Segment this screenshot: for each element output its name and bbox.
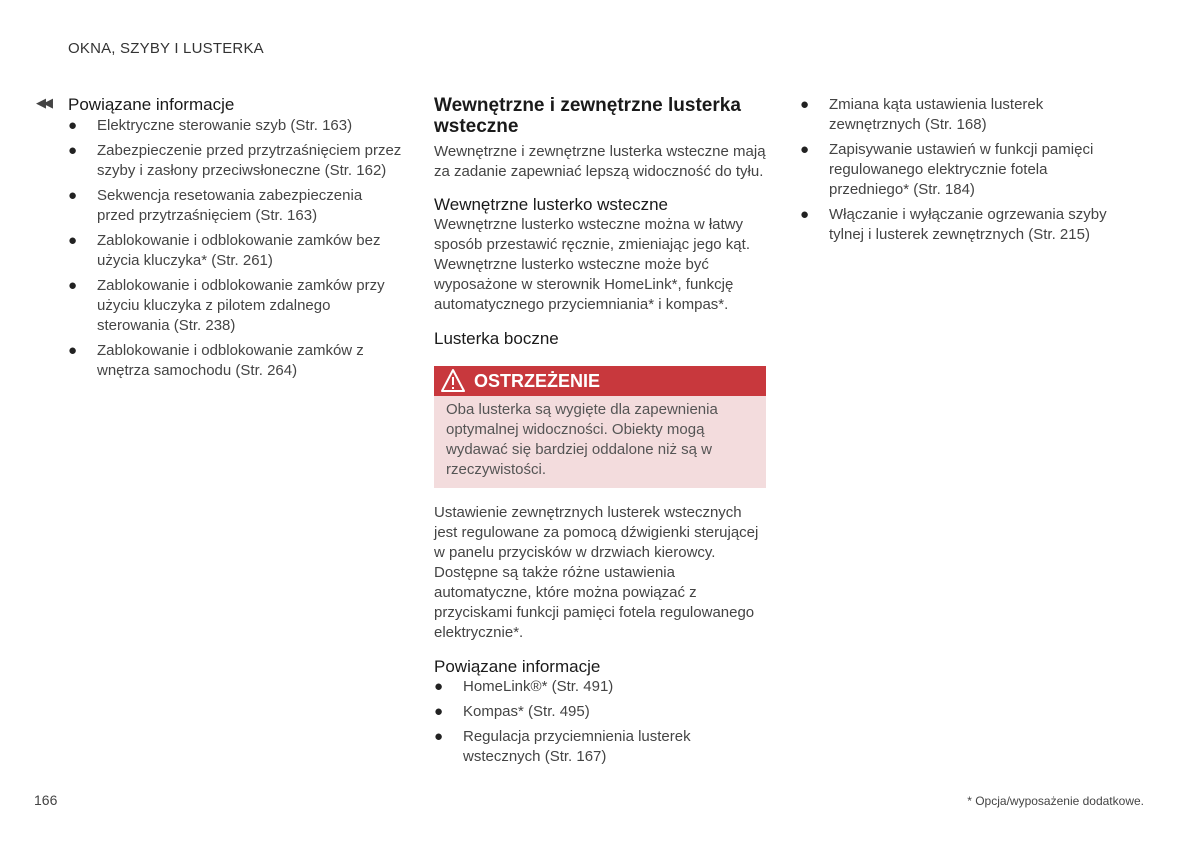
- list-item[interactable]: ● Regulacja przyciemnienia lusterek wstecznych (Str. 167): [434, 728, 691, 765]
- section-title: Wewnętrzne i zewnętrzne lusterka wsteczne: [434, 95, 741, 137]
- list-item[interactable]: ● Elektryczne sterowanie szyb (Str. 163): [68, 117, 353, 134]
- bullet-icon: ●: [68, 277, 78, 294]
- list-item[interactable]: ● Zablokowanie i odblokowanie zamków z wnętrza samochodu (Str. 264): [68, 342, 364, 379]
- related-info-list: [68, 116, 403, 381]
- bullet-icon: ●: [68, 142, 78, 159]
- inner-mirror-title: Wewnętrzne lusterko wsteczne: [434, 195, 669, 214]
- bullet-icon: ●: [800, 141, 810, 158]
- warning-box: [434, 366, 766, 488]
- bullet-icon: ●: [68, 117, 78, 134]
- list-item[interactable]: ● Zabezpieczenie przed przytrzaśnięciem przez szyby i zasłony przeciwsłoneczne (Str. 162): [68, 142, 402, 179]
- intro-text: Wewnętrzne i zewnętrzne lusterka wsteczne mają za zadanie zapewniać lepszą widoczność do tyłu.: [434, 143, 766, 180]
- bullet-icon: ●: [434, 678, 444, 695]
- list-item[interactable]: ● Sekwencja resetowania zabezpieczenia przed przytrzaśnięciem (Str. 163): [68, 187, 363, 224]
- related-info-title: Powiązane informacje: [68, 95, 235, 114]
- section-header: OKNA, SZYBY I LUSTERKA: [68, 40, 264, 57]
- related-info-list: [800, 95, 1130, 245]
- bullet-icon: ●: [68, 232, 78, 249]
- middle-column: [434, 95, 766, 772]
- warning-triangle-icon: [440, 368, 466, 394]
- bullet-icon: ●: [434, 728, 444, 745]
- bullet-icon: ●: [68, 187, 78, 204]
- inner-mirror-text: Wewnętrzne lusterko wsteczne można w łatwy sposób przestawić ręcznie, zmieniając jego kąt. Wewnętrzne lusterko wsteczne może być wyposażone w sterownik HomeLink*, funkcję automatycznego przyciemniania* i kompas*.: [434, 216, 750, 313]
- warning-header: [434, 366, 766, 396]
- list-item[interactable]: ● Kompas* (Str. 495): [434, 703, 590, 720]
- bullet-icon: ●: [68, 342, 78, 359]
- warning-text: Oba lusterka są wygięte dla zapewnienia optymalnej widoczności. Obiekty mogą wydawać się bardziej oddalone niż są w rzeczywistości.: [434, 396, 766, 488]
- bullet-icon: ●: [434, 703, 444, 720]
- double-left-arrow-icon[interactable]: ◀◀: [36, 95, 50, 110]
- list-item[interactable]: ● Włączanie i wyłączanie ogrzewania szyby tylnej i lusterek zewnętrznych (Str. 215): [800, 206, 1107, 243]
- list-item[interactable]: ● Zablokowanie i odblokowanie zamków przy użyciu kluczyka z pilotem zdalnego sterowania (Str. 238): [68, 277, 385, 334]
- related-info-title: Powiązane informacje: [434, 657, 601, 676]
- list-item[interactable]: ● Zmiana kąta ustawienia lusterek zewnętrznych (Str. 168): [800, 96, 1044, 133]
- footnote: * Opcja/wyposażenie dodatkowe.: [967, 794, 1144, 808]
- related-info-list: [434, 677, 766, 767]
- side-mirrors-title: Lusterka boczne: [434, 329, 559, 348]
- left-column: [68, 95, 403, 386]
- list-item[interactable]: ● HomeLink®* (Str. 491): [434, 678, 614, 695]
- right-column: [800, 95, 1130, 250]
- side-mirrors-text: Ustawienie zewnętrznych lusterek wstecznych jest regulowane za pomocą dźwigienki sterującej w panelu przycisków w drzwiach kierowcy. Dostępne są także różne ustawienia automatyczne, które można powiązać z przyciskami funkcji pamięci fotela regulowanego elektrycznie*.: [434, 504, 759, 641]
- bullet-icon: ●: [800, 96, 810, 113]
- bullet-icon: ●: [800, 206, 810, 223]
- list-item[interactable]: ● Zablokowanie i odblokowanie zamków bez użycia kluczyka* (Str. 261): [68, 232, 381, 269]
- page-number: 166: [34, 792, 58, 808]
- warning-label: OSTRZEŻENIE: [474, 370, 601, 391]
- list-item[interactable]: ● Zapisywanie ustawień w funkcji pamięci regulowanego elektrycznie fotela przedniego* (Str. 184): [800, 141, 1094, 198]
